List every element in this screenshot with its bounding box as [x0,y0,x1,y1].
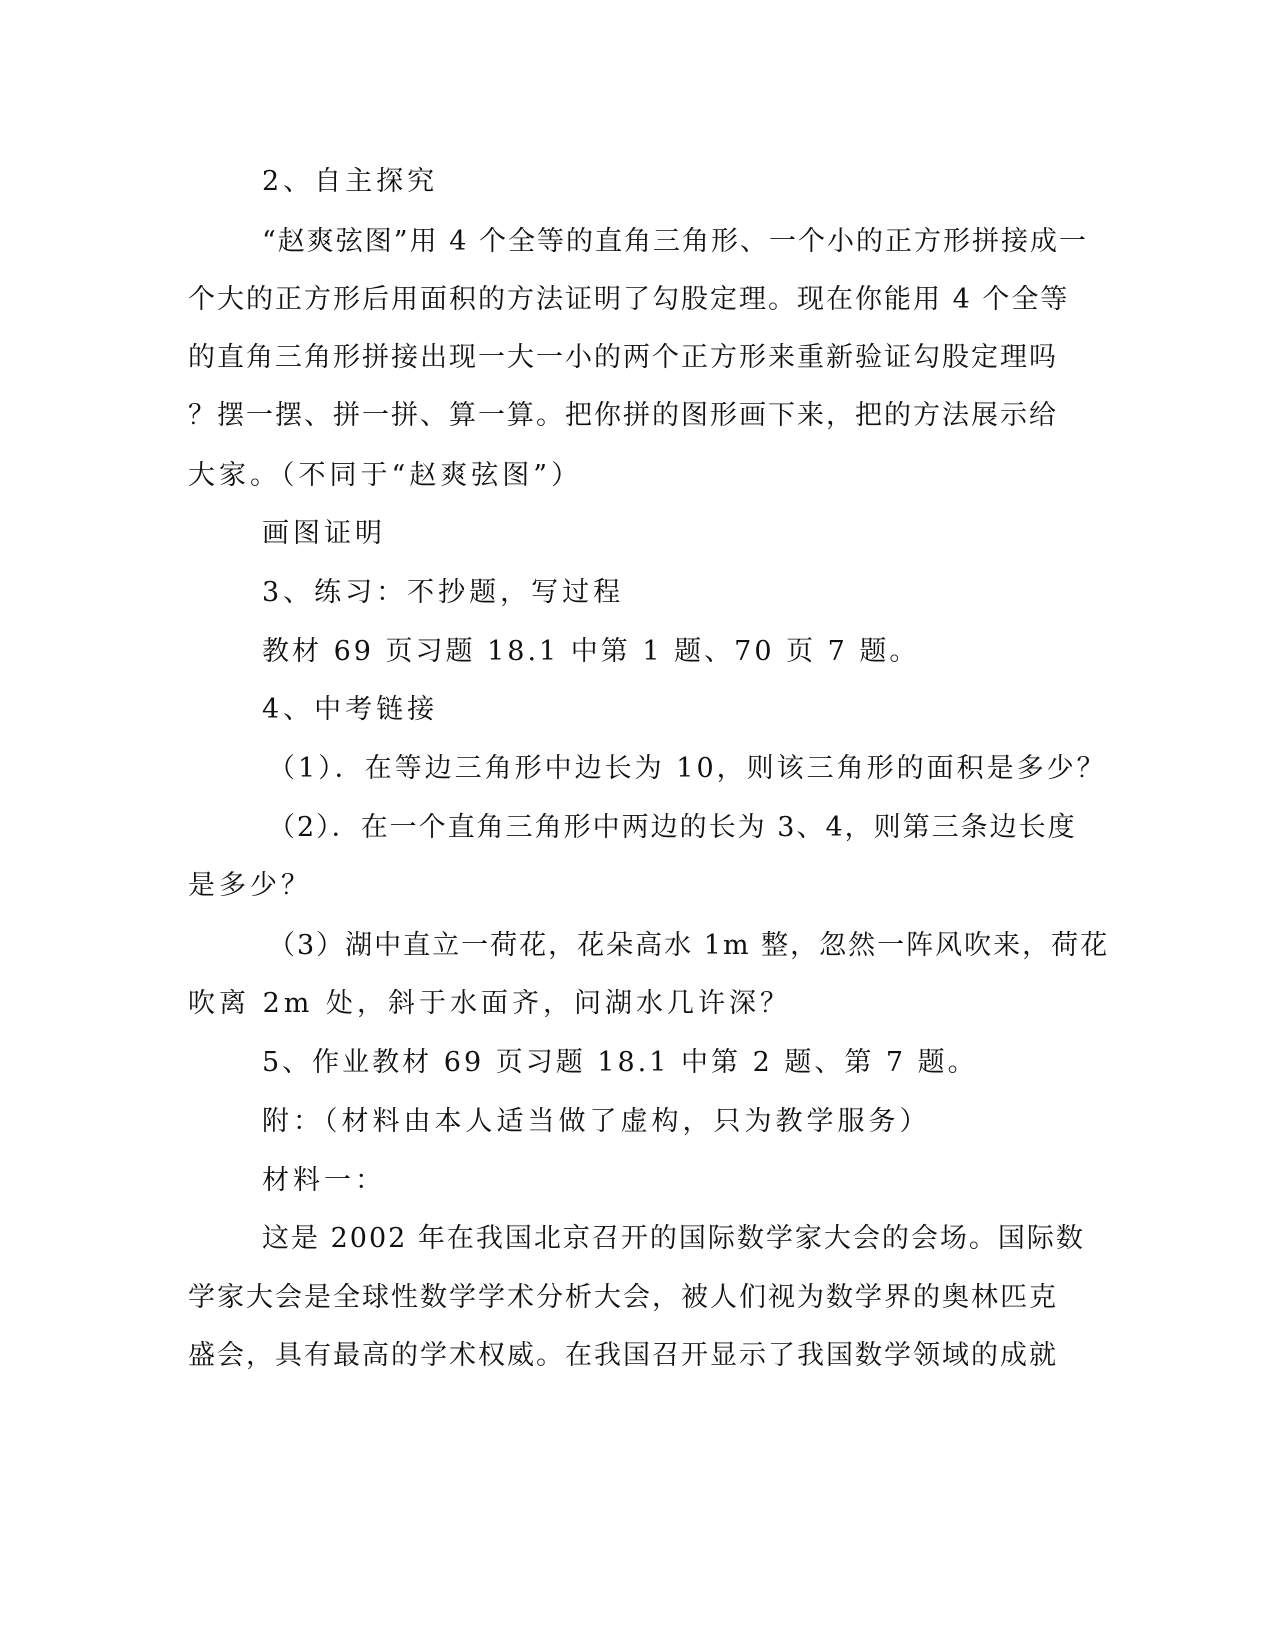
paragraph-line: 大家。（不同于“赵爽弦图”） [188,460,583,491]
appendix-note: 附：（材料由本人适当做了虚构，只为教学服务） [262,1106,931,1137]
question-line: （3）湖中直立一荷花，花朵高水 1m 整，忽然一阵风吹来，荷花 [268,930,1110,961]
question-line: 吹离 2m 处，斜于水面齐，问湖水几许深？ [188,988,791,1019]
paragraph-line: ？摆一摆、拼一拼、算一算。把你拼的图形画下来，把的方法展示给 [188,400,1058,431]
section-heading-self-explore: 2、自主探究 [262,166,439,197]
material-heading: 材料一： [262,1165,386,1196]
paragraph-line: 的直角三角形拼接出现一大一小的两个正方形来重新验证勾股定理吗 [188,342,1058,373]
paragraph-line: 这是 2002 年在我国北京召开的国际数学家大会的会场。国际数 [262,1223,1085,1254]
paragraph-line: 画图证明 [262,518,386,549]
paragraph-line: 学家大会是全球性数学学术分析大会，被人们视为数学界的奥林匹克 [188,1282,1058,1313]
question-line: （2）．在一个直角三角形中两边的长为 3、4，则第三条边长度 [268,812,1077,843]
question-line: （1）．在等边三角形中边长为 10，则该三角形的面积是多少？ [268,753,1107,784]
paragraph-line: 教材 69 页习题 18.1 中第 1 题、70 页 7 题。 [262,636,920,667]
section-heading-homework: 5、作业教材 69 页习题 18.1 中第 2 题、第 7 题。 [262,1047,978,1078]
paragraph-line: 盛会，具有最高的学术权威。在我国召开显示了我国数学领域的成就 [188,1340,1058,1371]
paragraph-line: “赵爽弦图”用 4 个全等的直角三角形、一个小的正方形拼接成一 [262,226,1088,257]
paragraph-line: 个大的正方形后用面积的方法证明了勾股定理。现在你能用 4 个全等 [188,284,1070,315]
question-line: 是多少？ [188,870,312,901]
section-heading-practice: 3、练习：不抄题，写过程 [262,577,625,608]
section-heading-exam-link: 4、中考链接 [262,694,439,725]
